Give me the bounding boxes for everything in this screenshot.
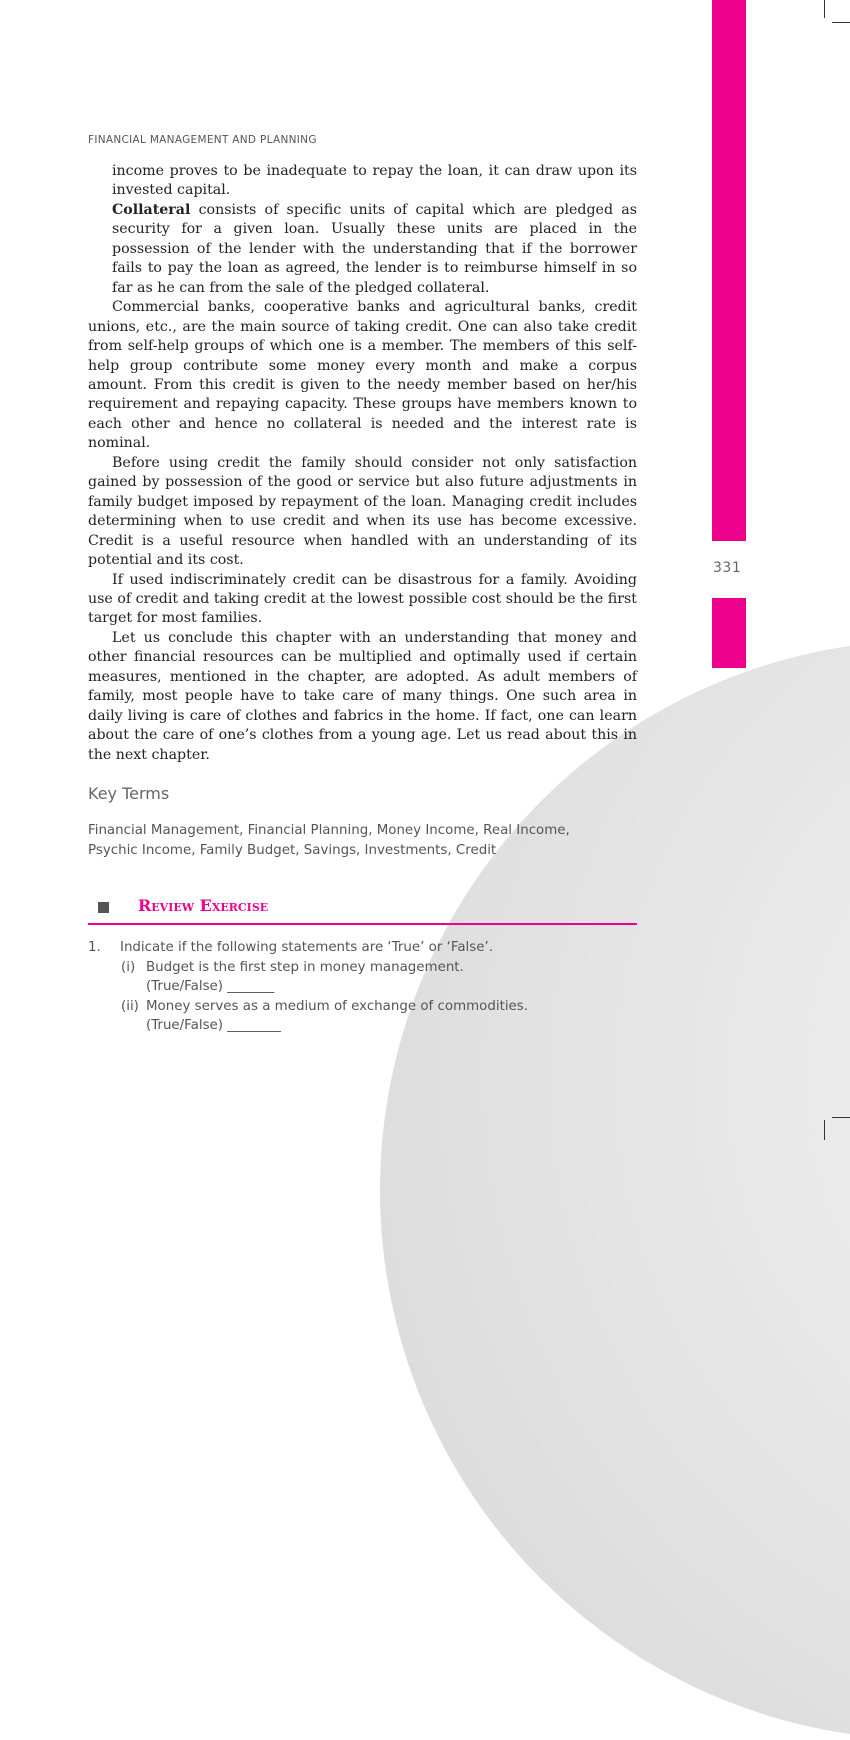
answer-blank: (True/False) ________ bbox=[146, 1018, 281, 1033]
answer-blank: (True/False) _______ bbox=[146, 979, 275, 994]
statement-text: Budget is the first step in money management. bbox=[146, 959, 464, 975]
statement-text: Money serves as a medium of exchange of commodities. bbox=[146, 998, 529, 1014]
crop-mark-top bbox=[824, 0, 825, 18]
key-terms-line: Psychic Income, Family Budget, Savings, Investments, Credit bbox=[88, 843, 497, 858]
paragraph: Before using credit the family should consider not only satisfaction gained by possession of the good or service but also future adjustments in family budget imposed by repayment of the loan. Managing credit includes determining when to use credit and when its use has become excessive. Credit is a useful resource when handled with an understanding of its potential and its cost. bbox=[88, 454, 637, 569]
paragraph: Commercial banks, cooperative banks and agricultural banks, credit unions, etc., are the main source of taking credit. One can also take credit from self-help groups of which one is a member. The members of this self-help group contribute some money every month and make a corpus amount. From this credit is given to the needy member based on her/his requirement and repaying capacity. These groups have members known to each other and hence no collateral is needed and the interest rate is nominal. bbox=[88, 299, 637, 452]
answer-row bbox=[88, 977, 648, 997]
side-accent-bar-top bbox=[712, 0, 746, 541]
statement-number: (i) bbox=[121, 959, 136, 975]
key-terms-heading: Key Terms bbox=[88, 784, 170, 803]
review-exercise-header bbox=[88, 896, 637, 925]
crop-mark-bottom bbox=[824, 1120, 825, 1140]
background-curve bbox=[380, 640, 850, 1740]
body-text bbox=[88, 162, 637, 765]
question-number: 1. bbox=[88, 940, 101, 955]
side-accent-bar-bottom bbox=[712, 598, 746, 668]
key-terms-line: Financial Management, Financial Planning, Money Income, Real Income, bbox=[88, 823, 570, 838]
running-head: FINANCIAL MANAGEMENT AND PLANNING bbox=[88, 134, 317, 146]
key-terms-list bbox=[88, 821, 648, 861]
crop-mark-top bbox=[832, 22, 850, 23]
paragraph: Let us conclude this chapter with an understanding that money and other financial resources can be multiplied and optimally used if certain measures, mentioned in the chapter, are adopted. As adult members of family, most people have to take care of many things. One such area in daily living is care of clothes and fabrics in the home. If fact, one can learn about the care of one’s clothes from a young age. Let us read about this in the next chapter. bbox=[88, 629, 637, 763]
page-number: 331 bbox=[713, 560, 742, 576]
collateral-paragraph bbox=[88, 201, 637, 298]
collateral-definition: consists of specific units of capital which are pledged as security for a given loan. Usually these units are placed in the possession of the lender with the understanding that if the borrower fails to pay the loan as agreed, the lender is to reimburse himself in so far as he can from the sale of the pledged collateral. bbox=[112, 201, 637, 296]
collateral-term: Collateral bbox=[112, 201, 191, 218]
square-bullet-icon bbox=[98, 902, 109, 913]
paragraph: If used indiscriminately credit can be disastrous for a family. Avoiding use of credit and taking credit at the lowest possible cost should be the first target for most families. bbox=[88, 571, 637, 627]
statement-number: (ii) bbox=[121, 998, 139, 1014]
crop-mark-bottom bbox=[832, 1117, 850, 1118]
statement-row bbox=[88, 997, 648, 1017]
review-exercise-title: Review Exercise bbox=[138, 896, 269, 915]
continued-paragraph: income proves to be inadequate to repay the loan, it can draw upon its invested capital. bbox=[112, 163, 637, 199]
answer-row bbox=[88, 1016, 648, 1036]
exercise-list bbox=[88, 938, 648, 1036]
statement-row bbox=[88, 958, 648, 978]
question-text: Indicate if the following statements are ‘True’ or ‘False’. bbox=[120, 940, 493, 955]
question-row bbox=[88, 938, 648, 958]
